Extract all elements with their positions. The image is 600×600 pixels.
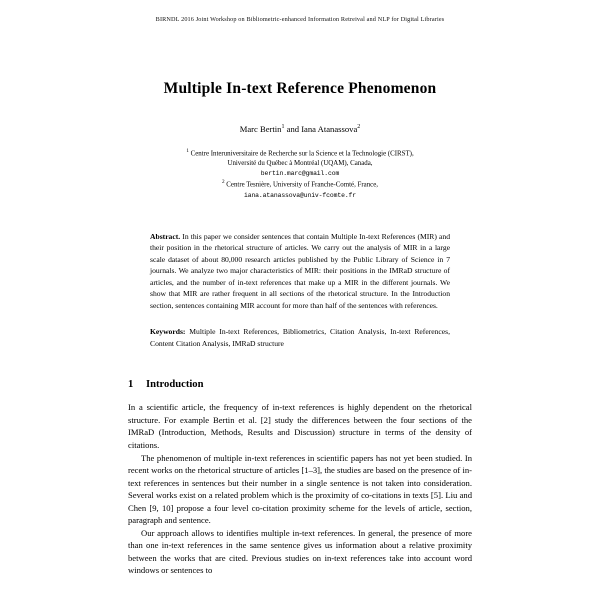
keywords-block bbox=[128, 326, 472, 349]
author-one-email[interactable]: bertin.marc@gmail.com bbox=[260, 170, 340, 178]
introduction-body bbox=[128, 401, 472, 577]
abstract-label: Abstract. bbox=[150, 231, 181, 241]
affiliation-one-marker: 1 bbox=[186, 148, 189, 154]
affiliation-two-line: Centre Tesnière, University of Franche-Comté, France, bbox=[224, 181, 379, 189]
author-two-email[interactable]: iana.atanassova@univ-fcomte.fr bbox=[243, 191, 357, 199]
author-list bbox=[128, 124, 472, 134]
section-heading-introduction bbox=[128, 379, 472, 390]
paper-content bbox=[128, 0, 472, 577]
keywords-text: Multiple In-text References, Bibliometrics, Citation Analysis, In-text References, Content Citation Analysis, IMRaD structure bbox=[150, 327, 450, 348]
abstract-block bbox=[128, 231, 472, 312]
paragraph: The phenomenon of multiple in-text references in scientific papers has not yet been studied. In recent works on the rhetorical structure of articles [1–3], the studies are based on the presence of in-text references in sentences but their number in a single sentence is not taken into consideration. Several works exist on a related problem which is the proximity of co-citations in texts [5]. Liu and Chen [9, 10] propose a four level co-citation proximity scheme for the levels of article, section, paragraph and sentence. bbox=[128, 452, 472, 526]
keywords-label: Keywords: bbox=[150, 327, 186, 337]
paragraph: In a scientific article, the frequency of in-text references is highly dependent on the rhetorical structure. For example Bertin et al. [2] study the differences between the four sections of the IMRaD (Introduction, Methods, Results and Discussion) structure in terms of the density of citations. bbox=[128, 402, 472, 451]
author-one: Marc Bertin bbox=[239, 124, 282, 134]
affiliation-two-marker: 2 bbox=[221, 179, 225, 186]
running-head: BIRNDL 2016 Joint Workshop on Bibliometric-enhanced Information Retreival and NLP for Digital Libraries bbox=[155, 16, 445, 23]
abstract-text: In this paper we consider sentences that contain Multiple In-text References (MIR) and their position in the rhetorical structure of articles. We carry out the analysis of MIR in a large scale dataset of about 80,000 research articles published by the Public Library of Science in 7 journals. We analyze two major characteristics of MIR: their positions in the IMRaD structure of articles, and the number of in-text references that make up a MIR in the different journals. We show that MIR are rather frequent in all sections of the rhetorical structure. In the Introduction section, sentences containing MIR account for more than half of the sentences with references. bbox=[150, 231, 450, 310]
affiliation-one-line-two: Université du Québec à Montréal (UQAM), Canada, bbox=[227, 160, 373, 168]
section-title: Introduction bbox=[146, 379, 204, 391]
section-number: 1 bbox=[128, 379, 134, 391]
page-title: Multiple In-text Reference Phenomenon bbox=[163, 80, 437, 97]
author-conjunction: and Iana Atanassova bbox=[284, 124, 358, 134]
author-one-affiliation-marker: 1 bbox=[281, 124, 285, 131]
affiliation-one-line-one: Centre Interuniversitaire de Recherche sur la Science et la Technologie (CIRST), bbox=[188, 150, 414, 158]
paragraph: Our approach allows to identifies multiple in-text references. In general, the presence of more than one in-text references in the same sentence gives us information about a relative proximity between the works that are cited. Previous studies on in-text references take into account word windows or sentences to bbox=[128, 527, 472, 576]
author-two-affiliation-marker: 2 bbox=[357, 124, 361, 131]
affiliation-block bbox=[128, 148, 472, 201]
